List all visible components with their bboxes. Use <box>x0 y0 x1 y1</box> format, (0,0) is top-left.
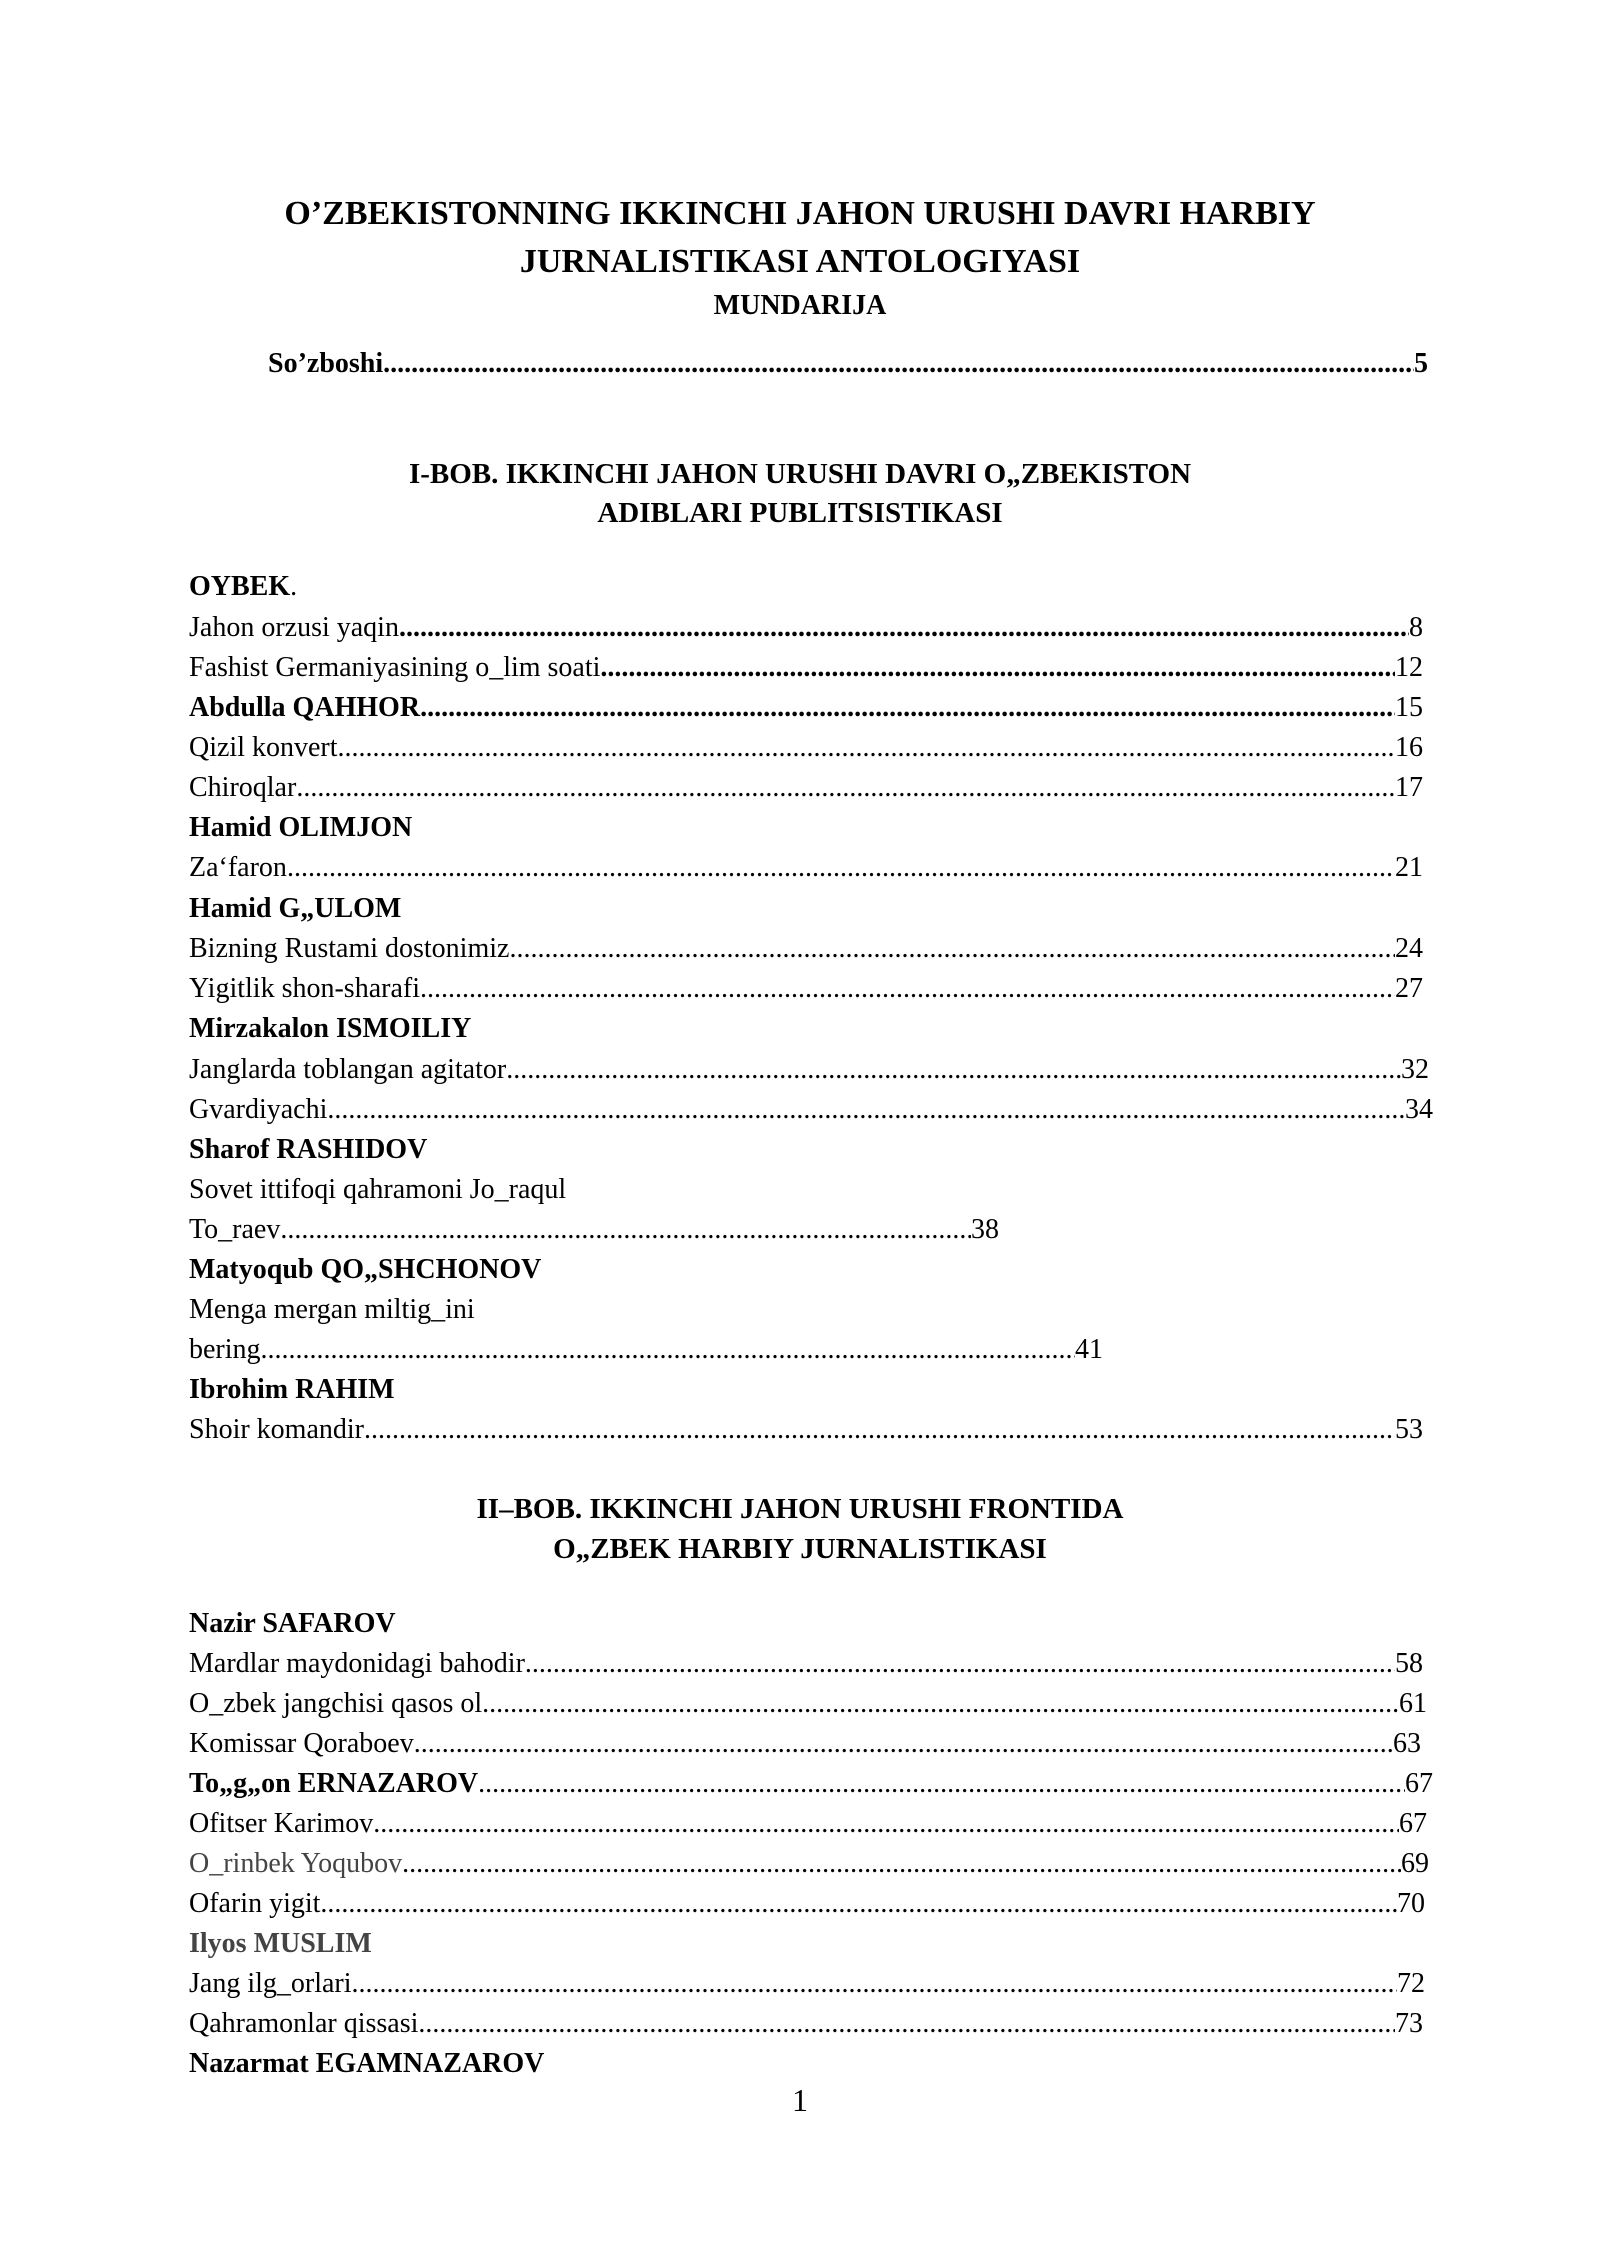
toc-entry-label: Janglarda toblangan agitator <box>189 1054 507 1085</box>
toc-entry[interactable] <box>189 969 1423 1009</box>
toc-entry[interactable] <box>189 1804 1427 1844</box>
toc-page-number: 27 <box>1395 973 1423 1004</box>
dot-leader <box>320 1884 1397 1924</box>
toc-page-number: 69 <box>1401 1848 1429 1879</box>
toc-entry-label: bering <box>189 1334 261 1365</box>
toc-entry[interactable] <box>189 608 1423 648</box>
toc-entry-label: Ofarin yigit <box>189 1888 321 1919</box>
dot-leader <box>509 929 1395 969</box>
toc-page-number: 72 <box>1397 1968 1425 1999</box>
dot-leader <box>420 688 1395 728</box>
toc-entry-label-line-1: Sovet ittifoqi qahramoni Jo_raqul <box>189 1174 567 1205</box>
toc-entry-label: Jahon orzusi yaqin <box>189 612 399 643</box>
chapter-2-heading-line-1: II–BOB. IKKINCHI JAHON URUSHI FRONTIDA <box>476 1493 1124 1525</box>
toc-page-number: 21 <box>1395 852 1423 883</box>
dot-leader <box>261 1330 1075 1370</box>
toc-page-number: 61 <box>1399 1688 1427 1719</box>
toc-entry[interactable] <box>189 768 1423 808</box>
page-number: 1 <box>792 2082 808 2118</box>
toc-entry-label: Komissar Qoraboev <box>189 1728 414 1759</box>
toc-entry[interactable] <box>189 1410 1423 1450</box>
toc-entry-author-qahhor[interactable] <box>189 688 1423 728</box>
dot-leader <box>296 768 1395 808</box>
toc-author-oybek <box>189 567 297 607</box>
toc-author-rahim: Ibrohim RAHIM <box>189 1374 395 1405</box>
toc-author-rashidov: Sharof RASHIDOV <box>189 1134 428 1165</box>
toc-page-number: 53 <box>1395 1414 1423 1445</box>
document-title-line-1: O’ZBEKISTONNING IKKINCHI JAHON URUSHI DAVRI HARBIY <box>284 195 1316 232</box>
toc-page-number: 8 <box>1409 612 1423 643</box>
toc-entry[interactable] <box>189 1844 1429 1884</box>
toc-entry[interactable] <box>189 1330 1103 1370</box>
toc-page-number: 17 <box>1395 772 1423 803</box>
toc-entry-label: Abdulla QAHHOR <box>189 692 421 723</box>
toc-author-ismoiliy: Mirzakalon ISMOILIY <box>189 1013 472 1044</box>
toc-entry[interactable] <box>189 1090 1433 1130</box>
toc-entry-label: Chiroqlar <box>189 772 297 803</box>
toc-entry-label: Za‘faron <box>189 852 287 883</box>
dot-leader <box>373 1804 1399 1844</box>
toc-entry[interactable] <box>189 1884 1425 1924</box>
toc-page-number: 34 <box>1405 1094 1433 1125</box>
toc-entry-label: O_zbek jangchisi qasos ol <box>189 1688 483 1719</box>
dot-leader <box>402 1844 1401 1884</box>
toc-entry-label: Gvardiyachi <box>189 1094 328 1125</box>
dot-leader <box>287 848 1395 888</box>
toc-entry[interactable] <box>189 1050 1429 1090</box>
dot-leader <box>352 1964 1397 2004</box>
toc-entry-label-line-1: Menga mergan miltig_ini <box>189 1294 475 1325</box>
toc-entry[interactable] <box>189 1684 1427 1724</box>
toc-entry[interactable] <box>189 1210 999 1250</box>
toc-page-number: 63 <box>1393 1728 1421 1759</box>
dot-leader <box>364 1410 1395 1450</box>
toc-page-number: 41 <box>1075 1334 1103 1365</box>
contents-heading: MUNDARIJA <box>713 290 887 321</box>
chapter-1-heading-line-1: I-BOB. IKKINCHI JAHON URUSHI DAVRI O„ZBEKISTON <box>408 458 1192 490</box>
toc-page-number: 38 <box>971 1214 999 1245</box>
toc-entry-label: Qizil konvert <box>189 732 338 763</box>
toc-author-muslim: Ilyos MUSLIM <box>189 1928 372 1959</box>
dot-leader <box>418 2004 1395 2044</box>
chapter-2-heading-line-2: O„ZBEK HARBIY JURNALISTIKASI <box>553 1533 1047 1565</box>
dot-leader <box>399 608 1409 648</box>
document-title-line-2: JURNALISTIKASI ANTOLOGIYASI <box>519 243 1081 280</box>
toc-entry-label: To_raev <box>189 1214 281 1245</box>
dot-leader <box>600 648 1395 688</box>
dot-leader <box>478 1764 1405 1804</box>
toc-entry[interactable] <box>189 929 1423 969</box>
toc-entry-preface[interactable] <box>268 344 1428 384</box>
chapter-1-heading-line-2: ADIBLARI PUBLITSISTIKASI <box>597 497 1003 529</box>
toc-author-safarov: Nazir SAFAROV <box>189 1608 396 1639</box>
toc-entry[interactable] <box>189 1644 1423 1684</box>
toc-entry-label: O_rinbek Yoqubov <box>189 1848 403 1879</box>
toc-page-number: 5 <box>1414 348 1428 379</box>
dot-leader <box>506 1050 1401 1090</box>
toc-entry[interactable] <box>189 2004 1423 2044</box>
toc-author-egamnazarov: Nazarmat EGAMNAZAROV <box>189 2048 545 2079</box>
toc-page-number: 70 <box>1397 1888 1425 1919</box>
dot-leader <box>482 1684 1399 1724</box>
toc-entry[interactable] <box>189 848 1423 888</box>
toc-author-qushchonov: Matyoqub QO„SHCHONOV <box>189 1254 542 1285</box>
toc-entry[interactable] <box>189 648 1423 688</box>
toc-entry-label: Jang ilg_orlari <box>189 1968 352 1999</box>
toc-author-gulom: Hamid G„ULOM <box>189 893 402 924</box>
toc-entry-label: To„g„on ERNAZAROV <box>189 1768 479 1799</box>
toc-page-number: 24 <box>1395 933 1423 964</box>
toc-page-number: 15 <box>1395 692 1423 723</box>
dot-leader <box>338 728 1395 768</box>
toc-entry-label: So’zboshi <box>268 348 384 379</box>
toc-entry-label: Qahramonlar qissasi <box>189 2008 419 2039</box>
toc-entry-label: Mardlar maydonidagi bahodir <box>189 1648 525 1679</box>
dot-leader <box>383 344 1414 384</box>
toc-page-number: 58 <box>1395 1648 1423 1679</box>
dot-leader <box>280 1210 971 1250</box>
toc-entry-label: Shoir komandir <box>189 1414 364 1445</box>
toc-entry-label: Bizning Rustami dostonimiz <box>189 933 510 964</box>
toc-entry[interactable] <box>189 1724 1421 1764</box>
author-dot: . <box>290 571 298 602</box>
toc-entry[interactable] <box>189 1964 1425 2004</box>
toc-page-number: 73 <box>1395 2008 1423 2039</box>
toc-page-number: 32 <box>1401 1054 1429 1085</box>
toc-entry-label: Fashist Germaniyasining o_lim soati <box>189 652 601 683</box>
dot-leader <box>327 1090 1405 1130</box>
toc-entry-label: Ofitser Karimov <box>189 1808 374 1839</box>
toc-entry-author-ernazarov[interactable] <box>189 1764 1433 1804</box>
toc-page-number: 16 <box>1395 732 1423 763</box>
toc-page-number: 67 <box>1405 1768 1433 1799</box>
dot-leader <box>420 969 1395 1009</box>
toc-author-olimjon: Hamid OLIMJON <box>189 812 413 843</box>
dot-leader <box>525 1644 1395 1684</box>
dot-leader <box>414 1724 1393 1764</box>
author-name: OYBEK <box>189 571 291 602</box>
toc-entry[interactable] <box>189 728 1423 768</box>
toc-page-number: 12 <box>1395 652 1423 683</box>
toc-page-number: 67 <box>1399 1808 1427 1839</box>
toc-entry-label: Yigitlik shon-sharafi <box>189 973 420 1004</box>
